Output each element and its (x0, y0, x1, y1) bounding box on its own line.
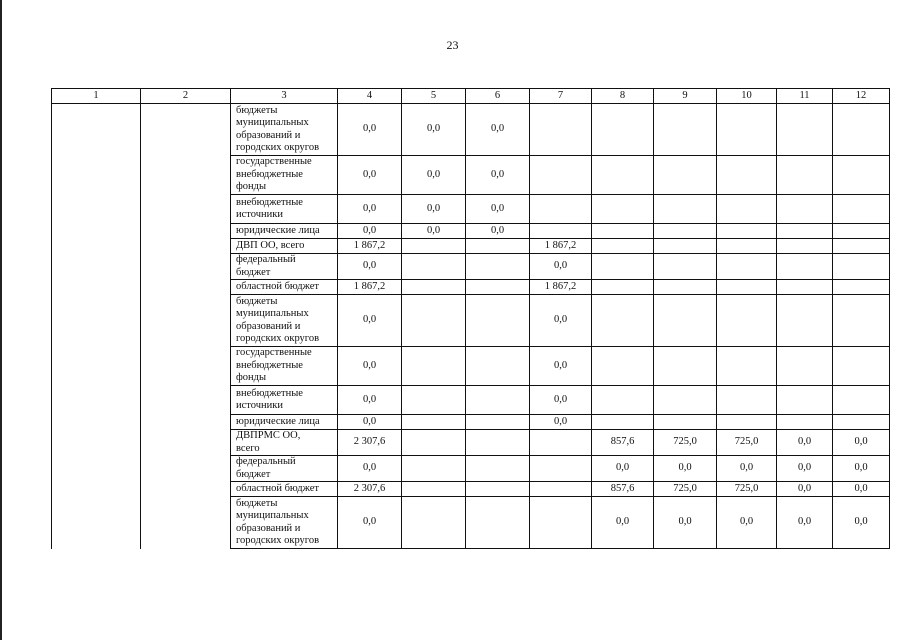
value-cell-col-4: 0,0 (338, 104, 402, 156)
row-label-line: городских округов (236, 535, 320, 546)
table-row (52, 456, 890, 482)
value-cell-col-6: 0,0 (466, 104, 530, 156)
value-cell-col-4: 0,0 (338, 456, 402, 482)
empty-cell (52, 430, 141, 456)
empty-cell (141, 254, 231, 280)
value-cell-col-10 (717, 224, 777, 239)
empty-cell (52, 386, 141, 415)
value-cell-col-7 (530, 156, 592, 195)
row-label-line: образований и (236, 522, 301, 534)
value-cell-col-9: 725,0 (654, 482, 717, 497)
row-label-line: областной бюджет (236, 482, 319, 494)
row-label-line: городских округов (236, 142, 320, 153)
header-cell-1: 1 (52, 89, 141, 104)
value-cell-col-10 (717, 104, 777, 156)
value-cell-col-5 (402, 254, 466, 280)
value-cell-col-12: 0,0 (833, 456, 890, 482)
value-cell-col-4: 0,0 (338, 254, 402, 280)
value-cell-col-8 (592, 104, 654, 156)
value-cell-col-8: 857,6 (592, 482, 654, 497)
value-cell-col-10 (717, 386, 777, 415)
empty-cell (141, 430, 231, 456)
value-cell-col-10 (717, 195, 777, 224)
row-label-line: образований и (236, 129, 301, 141)
value-cell-col-9 (654, 156, 717, 195)
value-cell-col-4: 2 307,6 (338, 430, 402, 456)
row-label (231, 156, 338, 195)
table-row (52, 415, 890, 430)
header-cell-5: 5 (402, 89, 466, 104)
row-label-line: муниципальных (236, 117, 309, 128)
value-cell-col-10: 725,0 (717, 430, 777, 456)
value-cell-col-4: 0,0 (338, 386, 402, 415)
row-label-line: федеральный (236, 254, 296, 265)
row-label (231, 482, 338, 497)
table-row (52, 195, 890, 224)
row-label-line: бюджеты (236, 295, 278, 307)
row-label-line: бюджет (236, 468, 271, 480)
value-cell-col-5 (402, 295, 466, 347)
value-cell-col-6 (466, 295, 530, 347)
empty-cell (52, 195, 141, 224)
value-cell-col-10: 725,0 (717, 482, 777, 497)
row-label (231, 347, 338, 386)
value-cell-col-5: 0,0 (402, 224, 466, 239)
value-cell-col-12 (833, 156, 890, 195)
value-cell-col-11 (777, 254, 833, 280)
empty-cell (52, 104, 141, 156)
page-number: 23 (446, 38, 459, 52)
empty-cell (141, 497, 231, 549)
row-label-line: государственные (236, 156, 312, 168)
value-cell-col-12 (833, 254, 890, 280)
row-label-line: юридические лица (236, 224, 320, 236)
value-cell-col-6 (466, 239, 530, 254)
row-label-line: фонды (236, 181, 267, 193)
table-row (52, 156, 890, 195)
row-label-line: бюджеты (236, 104, 278, 116)
header-cell-11: 11 (777, 89, 833, 104)
value-cell-col-8: 0,0 (592, 456, 654, 482)
empty-cell (141, 224, 231, 239)
empty-cell (52, 280, 141, 295)
value-cell-col-5: 0,0 (402, 104, 466, 156)
value-cell-col-10 (717, 347, 777, 386)
empty-cell (141, 415, 231, 430)
value-cell-col-11 (777, 104, 833, 156)
value-cell-col-7: 0,0 (530, 254, 592, 280)
value-cell-col-6: 0,0 (466, 224, 530, 239)
value-cell-col-9 (654, 224, 717, 239)
value-cell-col-5 (402, 280, 466, 295)
row-label-line: всего (236, 442, 260, 454)
value-cell-col-11 (777, 347, 833, 386)
value-cell-col-7: 1 867,2 (530, 239, 592, 254)
empty-cell (141, 280, 231, 295)
row-label-line: бюджеты (236, 497, 278, 509)
value-cell-col-4: 0,0 (338, 195, 402, 224)
value-cell-col-6 (466, 254, 530, 280)
row-label (231, 280, 338, 295)
row-label (231, 295, 338, 347)
header-cell-6: 6 (466, 89, 530, 104)
value-cell-col-7: 0,0 (530, 347, 592, 386)
value-cell-col-12: 0,0 (833, 482, 890, 497)
value-cell-col-5: 0,0 (402, 156, 466, 195)
value-cell-col-7 (530, 104, 592, 156)
value-cell-col-12 (833, 295, 890, 347)
value-cell-col-10 (717, 254, 777, 280)
table-row (52, 497, 890, 549)
value-cell-col-5 (402, 347, 466, 386)
value-cell-col-9: 0,0 (654, 456, 717, 482)
value-cell-col-5: 0,0 (402, 195, 466, 224)
row-label-line: образований и (236, 320, 301, 332)
header-cell-8: 8 (592, 89, 654, 104)
row-label-line: источники (236, 209, 283, 220)
header-cell-10: 10 (717, 89, 777, 104)
value-cell-col-12 (833, 415, 890, 430)
value-cell-col-5 (402, 456, 466, 482)
value-cell-col-4: 0,0 (338, 497, 402, 549)
row-label-line: ДВП ОО, всего (236, 239, 305, 251)
header-cell-7: 7 (530, 89, 592, 104)
value-cell-col-10 (717, 415, 777, 430)
value-cell-col-8 (592, 224, 654, 239)
empty-cell (52, 156, 141, 195)
value-cell-col-12: 0,0 (833, 497, 890, 549)
header-cell-3: 3 (231, 89, 338, 104)
value-cell-col-11 (777, 295, 833, 347)
value-cell-col-4: 1 867,2 (338, 239, 402, 254)
table-row (52, 254, 890, 280)
value-cell-col-11: 0,0 (777, 497, 833, 549)
value-cell-col-8: 857,6 (592, 430, 654, 456)
value-cell-col-6 (466, 280, 530, 295)
value-cell-col-6 (466, 386, 530, 415)
value-cell-col-8 (592, 156, 654, 195)
table-row (52, 104, 890, 156)
value-cell-col-7: 1 867,2 (530, 280, 592, 295)
empty-cell (141, 156, 231, 195)
empty-cell (52, 497, 141, 549)
empty-cell (141, 295, 231, 347)
value-cell-col-11 (777, 415, 833, 430)
empty-cell (52, 254, 141, 280)
value-cell-col-6 (466, 415, 530, 430)
value-cell-col-7 (530, 195, 592, 224)
row-label-line: ДВПРМС ОО, (236, 430, 301, 441)
row-label-line: муниципальных (236, 510, 309, 521)
empty-cell (52, 295, 141, 347)
value-cell-col-5 (402, 415, 466, 430)
value-cell-col-6 (466, 347, 530, 386)
value-cell-col-7 (530, 482, 592, 497)
row-label (231, 239, 338, 254)
value-cell-col-9 (654, 386, 717, 415)
value-cell-col-11: 0,0 (777, 456, 833, 482)
value-cell-col-4: 0,0 (338, 224, 402, 239)
row-label-line: фонды (236, 372, 267, 384)
row-label (231, 415, 338, 430)
value-cell-col-12: 0,0 (833, 430, 890, 456)
value-cell-col-12 (833, 224, 890, 239)
value-cell-col-12 (833, 347, 890, 386)
row-label-line: областной бюджет (236, 280, 319, 292)
value-cell-col-9: 725,0 (654, 430, 717, 456)
value-cell-col-10: 0,0 (717, 456, 777, 482)
row-label-line: внебюджетные (236, 387, 303, 399)
value-cell-col-11: 0,0 (777, 430, 833, 456)
value-cell-col-9 (654, 347, 717, 386)
value-cell-col-4: 0,0 (338, 156, 402, 195)
table-body (52, 89, 890, 549)
row-label-line: внебюджетные (236, 168, 303, 180)
row-label-line: бюджет (236, 266, 271, 278)
empty-cell (141, 195, 231, 224)
row-label-line: муниципальных (236, 308, 309, 319)
value-cell-col-8 (592, 239, 654, 254)
value-cell-col-11 (777, 195, 833, 224)
row-label (231, 224, 338, 239)
row-label-line: внебюджетные (236, 196, 303, 208)
row-label-line: юридические лица (236, 415, 320, 427)
value-cell-col-8 (592, 280, 654, 295)
value-cell-col-8 (592, 295, 654, 347)
value-cell-col-12 (833, 239, 890, 254)
value-cell-col-11: 0,0 (777, 482, 833, 497)
value-cell-col-12 (833, 280, 890, 295)
table-row (52, 430, 890, 456)
value-cell-col-7: 0,0 (530, 386, 592, 415)
value-cell-col-12 (833, 104, 890, 156)
row-label (231, 195, 338, 224)
value-cell-col-8: 0,0 (592, 497, 654, 549)
row-label-line: источники (236, 400, 283, 411)
row-label (231, 386, 338, 415)
header-cell-4: 4 (338, 89, 402, 104)
value-cell-col-9 (654, 104, 717, 156)
table-row (52, 239, 890, 254)
value-cell-col-4: 0,0 (338, 415, 402, 430)
value-cell-col-9 (654, 254, 717, 280)
row-label (231, 456, 338, 482)
value-cell-col-9 (654, 295, 717, 347)
table-row (52, 482, 890, 497)
value-cell-col-4: 0,0 (338, 295, 402, 347)
row-label-line: федеральный (236, 456, 296, 467)
value-cell-col-11 (777, 386, 833, 415)
value-cell-col-12 (833, 195, 890, 224)
value-cell-col-11 (777, 280, 833, 295)
row-label (231, 104, 338, 156)
table-row (52, 295, 890, 347)
value-cell-col-7 (530, 224, 592, 239)
value-cell-col-11 (777, 224, 833, 239)
value-cell-col-12 (833, 386, 890, 415)
value-cell-col-7: 0,0 (530, 295, 592, 347)
value-cell-col-7 (530, 497, 592, 549)
empty-cell (52, 224, 141, 239)
header-cell-12: 12 (833, 89, 890, 104)
value-cell-col-6 (466, 482, 530, 497)
value-cell-col-6: 0,0 (466, 195, 530, 224)
value-cell-col-9: 0,0 (654, 497, 717, 549)
value-cell-col-5 (402, 497, 466, 549)
value-cell-col-4: 1 867,2 (338, 280, 402, 295)
empty-cell (52, 482, 141, 497)
value-cell-col-11 (777, 156, 833, 195)
row-label-line: государственные (236, 347, 312, 359)
value-cell-col-6: 0,0 (466, 156, 530, 195)
value-cell-col-9 (654, 195, 717, 224)
value-cell-col-8 (592, 195, 654, 224)
value-cell-col-5 (402, 386, 466, 415)
value-cell-col-10 (717, 239, 777, 254)
empty-cell (141, 386, 231, 415)
value-cell-col-5 (402, 239, 466, 254)
row-label (231, 497, 338, 549)
value-cell-col-10: 0,0 (717, 497, 777, 549)
row-label (231, 430, 338, 456)
table-row (52, 347, 890, 386)
value-cell-col-8 (592, 386, 654, 415)
value-cell-col-6 (466, 456, 530, 482)
empty-cell (141, 347, 231, 386)
header-cell-2: 2 (141, 89, 231, 104)
value-cell-col-9 (654, 239, 717, 254)
row-label-line: городских округов (236, 333, 320, 344)
table-row (52, 280, 890, 295)
empty-cell (141, 239, 231, 254)
value-cell-col-8 (592, 347, 654, 386)
value-cell-col-10 (717, 280, 777, 295)
value-cell-col-11 (777, 239, 833, 254)
value-cell-col-10 (717, 295, 777, 347)
header-cell-9: 9 (654, 89, 717, 104)
empty-cell (52, 456, 141, 482)
value-cell-col-8 (592, 254, 654, 280)
value-cell-col-9 (654, 415, 717, 430)
value-cell-col-4: 2 307,6 (338, 482, 402, 497)
budget-table (51, 88, 890, 549)
header-row (52, 89, 890, 104)
value-cell-col-5 (402, 430, 466, 456)
value-cell-col-7 (530, 456, 592, 482)
value-cell-col-5 (402, 482, 466, 497)
scan-left-edge (0, 0, 2, 640)
empty-cell (52, 239, 141, 254)
empty-cell (141, 456, 231, 482)
row-label (231, 254, 338, 280)
empty-cell (141, 482, 231, 497)
empty-cell (141, 104, 231, 156)
value-cell-col-10 (717, 156, 777, 195)
value-cell-col-7 (530, 430, 592, 456)
row-label-line: внебюджетные (236, 359, 303, 371)
value-cell-col-6 (466, 430, 530, 456)
value-cell-col-9 (654, 280, 717, 295)
empty-cell (52, 347, 141, 386)
empty-cell (52, 415, 141, 430)
value-cell-col-6 (466, 497, 530, 549)
table-row (52, 386, 890, 415)
table-row (52, 224, 890, 239)
value-cell-col-8 (592, 415, 654, 430)
value-cell-col-7: 0,0 (530, 415, 592, 430)
value-cell-col-4: 0,0 (338, 347, 402, 386)
